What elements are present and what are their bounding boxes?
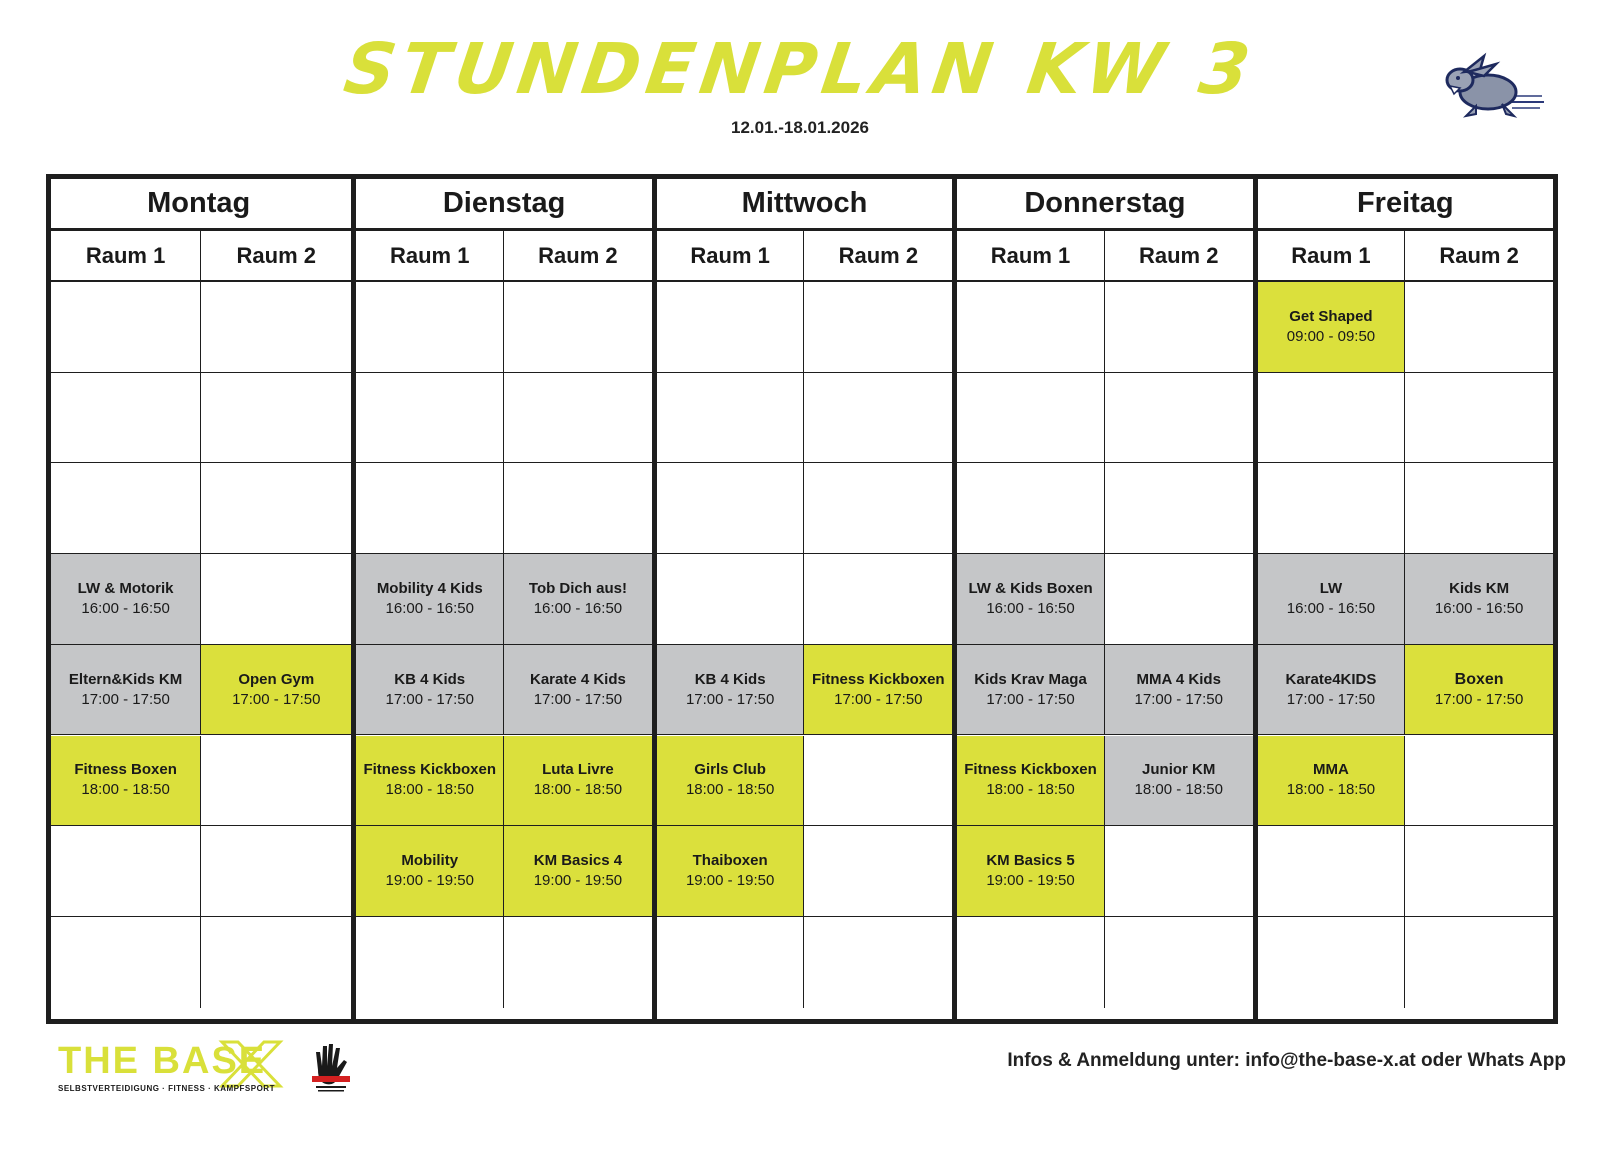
- class-block: [1105, 645, 1253, 736]
- room-header-row: [46, 231, 351, 282]
- class-block: [957, 826, 1105, 917]
- class-name: KB 4 Kids: [394, 670, 466, 688]
- empty-cell: [1258, 373, 1406, 464]
- empty-cell: [804, 826, 952, 917]
- empty-cell: [804, 554, 952, 645]
- class-time: 17:00 - 17:50: [834, 690, 923, 708]
- empty-cell: [804, 373, 952, 464]
- empty-cell: [1258, 917, 1406, 1008]
- class-time: 16:00 - 16:50: [81, 599, 170, 617]
- empty-cell: [504, 463, 652, 554]
- logo-text: THE BASE: [58, 1040, 267, 1082]
- day-column-montag: [46, 179, 351, 1019]
- empty-cell: [201, 917, 351, 1008]
- class-name: MMA 4 Kids: [1136, 670, 1221, 688]
- class-time: 17:00 - 17:50: [385, 690, 474, 708]
- class-block: [51, 554, 201, 645]
- class-name: Fitness Kickboxen: [964, 761, 1097, 779]
- class-name: LW: [1319, 579, 1343, 597]
- class-time: 17:00 - 17:50: [1434, 690, 1524, 708]
- class-time: 17:00 - 17:50: [685, 690, 775, 708]
- empty-cell: [201, 554, 351, 645]
- class-name: LW & Motorik: [77, 579, 174, 597]
- date-range: 12.01.-18.01.2026: [730, 118, 869, 137]
- empty-cell: [51, 826, 201, 917]
- class-time: 17:00 - 17:50: [232, 690, 321, 708]
- empty-cell: [804, 282, 952, 373]
- empty-cell: [1405, 463, 1553, 554]
- day-column-freitag: [1253, 179, 1553, 1019]
- class-block: [356, 645, 504, 736]
- class-time: 17:00 - 17:50: [533, 690, 623, 708]
- empty-cell: [957, 917, 1105, 1008]
- class-name: Tob Dich aus!: [528, 579, 627, 597]
- class-block: [1405, 645, 1553, 736]
- empty-cell: [1405, 917, 1553, 1008]
- room-header-row: [957, 231, 1252, 282]
- class-block: [1258, 736, 1406, 827]
- empty-cell: [1105, 554, 1253, 645]
- class-name: Mobility: [401, 852, 459, 870]
- room-label: Raum 1: [1258, 231, 1406, 280]
- class-block: [504, 645, 652, 736]
- class-block: [657, 736, 805, 827]
- empty-cell: [1105, 282, 1253, 373]
- class-name: Fitness Kickboxen: [812, 670, 945, 688]
- day-header: Freitag: [1258, 179, 1553, 231]
- empty-cell: [1405, 826, 1553, 917]
- empty-cell: [201, 826, 351, 917]
- class-name: Thaiboxen: [692, 852, 768, 870]
- room-label: Raum 2: [538, 242, 618, 268]
- class-block: [1105, 736, 1253, 827]
- class-block: [51, 736, 201, 827]
- empty-cell: [1105, 917, 1253, 1008]
- class-name: Eltern&Kids KM: [68, 670, 183, 688]
- empty-cell: [201, 282, 351, 373]
- class-name: Karate4KIDS: [1285, 670, 1377, 688]
- empty-cell: [356, 282, 504, 373]
- class-block: [356, 736, 504, 827]
- class-name: Kids Krav Maga: [974, 670, 1087, 688]
- schedule-table: [46, 174, 1558, 1024]
- class-time: 17:00 - 17:50: [81, 690, 170, 708]
- class-name: MMA: [1313, 761, 1349, 779]
- class-block: [1258, 554, 1406, 645]
- class-time: 18:00 - 18:50: [986, 781, 1075, 799]
- class-name: Get Shaped: [1289, 307, 1373, 325]
- empty-cell: [51, 917, 201, 1008]
- class-block: [957, 554, 1105, 645]
- empty-cell: [957, 373, 1105, 464]
- empty-cell: [1258, 463, 1406, 554]
- class-block: [51, 645, 201, 736]
- empty-cell: [51, 463, 201, 554]
- empty-cell: [201, 463, 351, 554]
- class-block: [356, 554, 504, 645]
- empty-cell: [1258, 826, 1406, 917]
- class-time: 18:00 - 18:50: [533, 781, 623, 799]
- day-header: Dienstag: [356, 179, 651, 231]
- class-block: [657, 826, 805, 917]
- class-block: [1258, 645, 1406, 736]
- class-time: 17:00 - 17:50: [986, 690, 1075, 708]
- class-block: [356, 826, 504, 917]
- class-name: Fitness Kickboxen: [363, 761, 496, 779]
- class-name: LW & Kids Boxen: [968, 579, 1093, 597]
- room-header-row: [1258, 231, 1553, 282]
- room-label: Raum 1: [957, 231, 1105, 280]
- empty-cell: [1105, 826, 1253, 917]
- empty-cell: [657, 554, 805, 645]
- room-label: Raum 2: [236, 242, 317, 268]
- class-time: 17:00 - 17:50: [1286, 690, 1376, 708]
- room-header-row: [356, 231, 651, 282]
- class-name: Open Gym: [238, 670, 315, 688]
- day-header: Montag: [46, 179, 351, 231]
- class-block: [504, 554, 652, 645]
- empty-cell: [1405, 282, 1553, 373]
- class-time: 18:00 - 18:50: [81, 781, 170, 799]
- room-label: Raum 1: [356, 231, 504, 280]
- krav-maga-hand-logo-icon: [308, 1040, 354, 1096]
- empty-cell: [1105, 463, 1253, 554]
- class-block: [657, 645, 805, 736]
- class-time: 19:00 - 19:50: [533, 872, 623, 890]
- class-name: Junior KM: [1142, 761, 1216, 779]
- class-time: 16:00 - 16:50: [385, 599, 474, 617]
- empty-cell: [504, 282, 652, 373]
- empty-cell: [657, 463, 805, 554]
- class-time: 16:00 - 16:50: [1434, 599, 1524, 617]
- room-label: Raum 2: [1138, 242, 1219, 268]
- the-base-x-logo: [58, 1040, 298, 1098]
- empty-cell: [1405, 373, 1553, 464]
- class-time: 19:00 - 19:50: [385, 872, 474, 890]
- class-block: [804, 645, 952, 736]
- empty-cell: [51, 373, 201, 464]
- page-title: STUNDENPLAN KW 3: [339, 28, 1261, 110]
- class-block: [201, 645, 351, 736]
- contact-info: Infos & Anmeldung unter: info@the-base-x.at oder Whats App: [1007, 1050, 1566, 1071]
- room-label: Raum 1: [657, 231, 805, 280]
- class-name: Karate 4 Kids: [529, 670, 626, 688]
- empty-cell: [657, 282, 805, 373]
- class-name: Fitness Boxen: [74, 761, 177, 779]
- empty-cell: [356, 463, 504, 554]
- class-block: [957, 645, 1105, 736]
- empty-cell: [957, 463, 1105, 554]
- day-header: Mittwoch: [657, 179, 952, 231]
- room-label: Raum 2: [838, 242, 919, 268]
- empty-cell: [804, 463, 952, 554]
- class-time: 19:00 - 19:50: [685, 872, 775, 890]
- class-block: [1258, 282, 1406, 373]
- empty-cell: [804, 917, 952, 1008]
- class-name: Girls Club: [694, 761, 766, 779]
- class-name: Luta Livre: [542, 761, 614, 779]
- empty-cell: [201, 736, 351, 827]
- class-block: [957, 736, 1105, 827]
- logo-tagline: SELBSTVERTEIDIGUNG · FITNESS · KAMPFSPORT: [58, 1084, 275, 1093]
- class-time: 17:00 - 17:50: [1134, 690, 1223, 708]
- class-name: Boxen: [1454, 670, 1504, 688]
- empty-cell: [804, 736, 952, 827]
- empty-cell: [51, 282, 201, 373]
- x-mark-icon: [218, 1040, 284, 1088]
- class-block: [504, 736, 652, 827]
- day-column-dienstag: [351, 179, 651, 1019]
- empty-cell: [657, 373, 805, 464]
- room-header-row: [657, 231, 952, 282]
- class-time: 18:00 - 18:50: [685, 781, 775, 799]
- class-name: KM Basics 5: [986, 852, 1075, 870]
- class-block: [504, 826, 652, 917]
- class-name: KM Basics 4: [533, 852, 623, 870]
- class-block: [1405, 554, 1553, 645]
- empty-cell: [1405, 736, 1553, 827]
- empty-cell: [201, 373, 351, 464]
- class-time: 19:00 - 19:50: [986, 872, 1075, 890]
- day-column-mittwoch: [652, 179, 952, 1019]
- class-time: 18:00 - 18:50: [385, 781, 474, 799]
- room-label: Raum 1: [51, 231, 201, 280]
- empty-cell: [356, 917, 504, 1008]
- class-name: Mobility 4 Kids: [376, 579, 483, 597]
- rabbit-mascot-icon: [1436, 50, 1546, 125]
- class-time: 16:00 - 16:50: [1286, 599, 1376, 617]
- class-time: 09:00 - 09:50: [1286, 327, 1376, 345]
- day-column-donnerstag: [952, 179, 1252, 1019]
- class-name: KB 4 Kids: [694, 670, 766, 688]
- empty-cell: [356, 373, 504, 464]
- class-time: 18:00 - 18:50: [1286, 781, 1376, 799]
- empty-cell: [657, 917, 805, 1008]
- class-name: Kids KM: [1449, 579, 1510, 597]
- class-time: 16:00 - 16:50: [533, 599, 623, 617]
- class-time: 16:00 - 16:50: [986, 599, 1075, 617]
- empty-cell: [504, 373, 652, 464]
- day-header: Donnerstag: [957, 179, 1252, 231]
- class-time: 18:00 - 18:50: [1134, 781, 1223, 799]
- empty-cell: [1105, 373, 1253, 464]
- room-label: Raum 2: [1439, 242, 1519, 268]
- empty-cell: [957, 282, 1105, 373]
- empty-cell: [504, 917, 652, 1008]
